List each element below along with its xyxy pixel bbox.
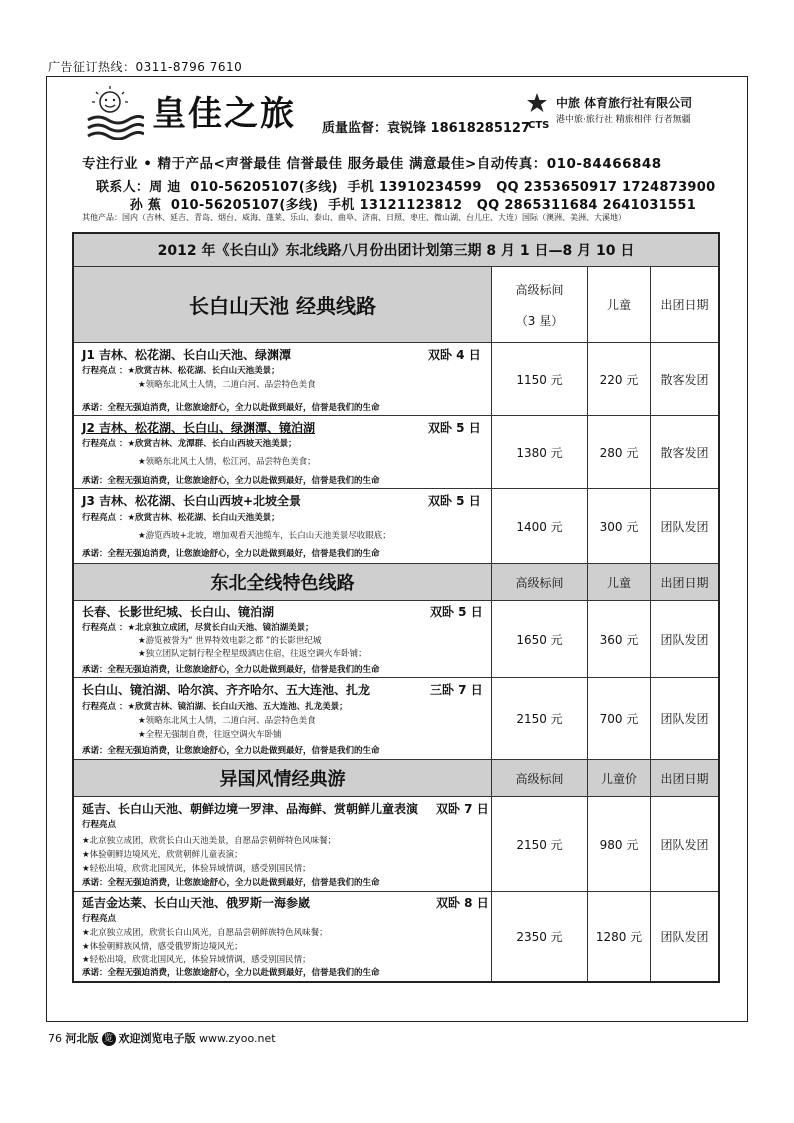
route-duration: 双卧 5 日 — [428, 421, 481, 435]
column-header-note: （3 星） — [515, 313, 564, 328]
route-highlight: 行程亮点 — [82, 914, 117, 924]
route-duration: 双卧 4 日 — [428, 348, 481, 362]
route-promise: 承诺：全程无强迫消费，让您旅途舒心，全力以赴做到最好，信誉是我们的生命 — [82, 549, 380, 559]
route-duration: 双卧 5 日 — [428, 494, 481, 508]
column-header-date: 出团日期 — [651, 760, 718, 796]
price-child: 1280 元 — [595, 930, 643, 944]
route-highlight: ★轻松出境，欣赏北国风光，体验异域情调，感受别国民情； — [82, 864, 311, 874]
other-products: 其他产品：国内（吉林、延吉、青岛、烟台、威海、蓬莱、乐山、泰山、曲阜、济南、日照、枣庄、微山湖、台儿庄、大连）国际（澳洲、美洲、大溪地） — [82, 213, 626, 222]
route-highlight: ★领略东北风土人情，二道白河、品尝特色美食 — [138, 380, 316, 390]
column-header-child: 儿童价 — [588, 760, 650, 796]
price-child: 280 元 — [599, 445, 639, 460]
column-header-standard-room: 高级标间 — [492, 760, 587, 796]
table-title: 2012 年《长白山》东北线路八月份出团计划第三期 8 月 1 日—8 月 10 日 — [157, 243, 635, 259]
departure-type: 散客发团 — [660, 445, 709, 460]
price-child: 700 元 — [599, 712, 639, 726]
route-highlight: 行程亮点 — [82, 820, 117, 830]
departure-type: 团队发团 — [660, 930, 709, 944]
price-standard: 1150 元 — [516, 372, 563, 387]
route-highlight: ★领略东北风土人情，二道白河、品尝特色美食 — [138, 716, 316, 726]
route-highlight: ★游览被誉为“ 世界特效电影之都 ”的长影世纪城 — [138, 636, 322, 646]
price-standard: 2150 元 — [516, 712, 563, 726]
route-highlight: ★游览西坡+北坡，增加观看天池缆车，长白山天池美景尽收眼底； — [138, 531, 391, 541]
price-child: 360 元 — [599, 632, 639, 647]
column-divider — [587, 266, 588, 981]
route-highlight: ★北京独立成团，欣赏长白山天池美景，自愿品尝朝鲜特色风味餐； — [82, 836, 337, 846]
route-promise: 承诺：全程无强迫消费，让您旅途舒心，全力以赴做到最好，信誉是我们的生命 — [82, 403, 380, 413]
route-title: J1 吉林、松花湖、长白山天池、绿渊潭 — [82, 348, 291, 362]
route-title: J3 吉林、松花湖、长白山西坡+北坡全景 — [82, 494, 302, 508]
footer-text: 欢迎浏览电子版 — [118, 1032, 196, 1045]
column-divider — [650, 266, 651, 981]
page-number: 76 — [48, 1032, 62, 1045]
route-highlight: ★体验朝鲜族风情，感受俄罗斯边境风光； — [82, 942, 243, 952]
route-promise: 承诺：全程无强迫消费，让您旅途舒心，全力以赴做到最好，信誉是我们的生命 — [82, 665, 380, 675]
route-highlight: ★体验朝鲜边境风光，欣赏朝鲜儿童表演； — [82, 850, 243, 860]
route-highlight: ★领略东北风土人情，松江河，品尝特色美食； — [138, 457, 316, 467]
price-standard: 2350 元 — [516, 930, 563, 944]
route-highlight: 行程亮点 ：★欣赏吉林、龙潭群、长白山西坡天池美景； — [82, 439, 297, 449]
edition-label: 河北版 — [65, 1032, 99, 1045]
route-title: 延吉金达莱、长白山天池、俄罗斯一海参崴 — [82, 896, 311, 910]
route-highlight: 行程亮点 ：★欣赏吉林、镜泊湖、长白山天池、五大连池、扎龙美景； — [82, 702, 348, 712]
price-child: 300 元 — [599, 519, 639, 534]
price-standard: 2150 元 — [516, 837, 563, 852]
departure-type: 散客发团 — [660, 372, 709, 387]
column-header-child: 儿童 — [588, 564, 650, 600]
brand-name: 皇佳之旅 — [152, 94, 296, 134]
column-header-standard-room: 高级标间 — [492, 564, 587, 600]
footer-url[interactable]: www.zyoo.net — [199, 1032, 276, 1045]
cts-label: CTS — [528, 120, 550, 131]
ad-hotline: 广告征订热线：0311-8796 7610 — [48, 60, 243, 74]
route-highlight: 行程亮点 ：★北京独立成团，尽赏长白山天池、镜泊湖美景； — [82, 623, 314, 633]
section-title-changbaishan: 长白山天池 经典线路 — [74, 267, 491, 342]
route-highlight: 行程亮点 ：★欣赏吉林、松花湖、长白山天池美景； — [82, 513, 280, 523]
quality-supervision: 质量监督：袁锐锋 18618285127 — [322, 121, 531, 136]
browse-badge-icon: 览 — [102, 1032, 116, 1046]
route-title: 长春、长影世纪城、长白山、镜泊湖 — [82, 605, 275, 619]
route-promise: 承诺：全程无强迫消费，让您旅途舒心，全力以赴做到最好，信誉是我们的生命 — [82, 968, 380, 978]
section-title-northeast: 东北全线特色线路 — [74, 564, 491, 600]
route-duration: 三卧 7 日 — [430, 683, 483, 697]
price-standard: 1380 元 — [516, 445, 563, 460]
departure-type: 团队发团 — [660, 519, 709, 534]
price-child: 980 元 — [599, 837, 639, 852]
route-highlight: ★轻松出境，欣赏北国风光，体验异域情调，感受别国民情； — [82, 955, 311, 965]
route-promise: 承诺：全程无强迫消费，让您旅途舒心，全力以赴做到最好，信誉是我们的生命 — [82, 746, 380, 756]
route-duration: 双卧 5 日 — [430, 605, 483, 619]
price-standard: 1650 元 — [516, 632, 563, 647]
column-divider — [491, 266, 492, 981]
column-header-label: 高级标间 — [515, 282, 564, 297]
price-standard: 1400 元 — [516, 519, 563, 534]
column-header-standard-room — [492, 267, 587, 342]
section-title-foreign: 异国风情经典游 — [74, 760, 491, 796]
route-highlight: ★北京独立成团，欣赏长白山风光，自愿品尝朝鲜族特色风味餐； — [82, 928, 328, 938]
agency-name: 中旅 体育旅行社有限公司 — [556, 96, 693, 110]
page-footer — [48, 1030, 276, 1046]
route-title: 长白山、镜泊湖、哈尔滨、齐齐哈尔、五大连池、扎龙 — [82, 683, 371, 697]
route-duration: 双卧 8 日 — [436, 896, 489, 910]
sun-wave-logo-icon — [86, 84, 144, 140]
column-header-date: 出团日期 — [651, 564, 718, 600]
route-duration: 双卧 7 日 — [436, 802, 489, 816]
cts-star-logo-icon — [526, 92, 548, 114]
departure-type: 团队发团 — [660, 712, 709, 726]
route-highlight: 行程亮点 ：★欣赏吉林、松花湖、长白山天池美景； — [82, 366, 280, 376]
price-child: 220 元 — [599, 372, 639, 387]
route-promise: 承诺：全程无强迫消费，让您旅途舒心，全力以赴做到最好，信誉是我们的生命 — [82, 476, 380, 486]
agency-subname: 港中旅·旅行社 精旅相伴 行者無疆 — [556, 115, 691, 125]
departure-type: 团队发团 — [660, 837, 709, 852]
route-highlight: ★全程无强制自费，往返空调火车卧铺 — [138, 730, 282, 740]
route-highlight: ★独立团队定制行程全程星级酒店住宿，往返空调火车卧铺； — [138, 649, 367, 659]
column-header-date: 出团日期 — [660, 298, 709, 312]
contact-line-1: 联系人：周 迪 010-56205107(多线) 手机 13910234599 QQ 2353650917 1724873900 — [96, 180, 716, 195]
departure-type: 团队发团 — [660, 632, 709, 647]
route-promise: 承诺：全程无强迫消费，让您旅途舒心，全力以赴做到最好，信誉是我们的生命 — [82, 878, 380, 888]
route-title: J2 吉林、松花湖、长白山、绿渊潭、镜泊湖 — [82, 421, 315, 435]
column-header-child: 儿童 — [606, 298, 631, 312]
route-title: 延吉、长白山天池、朝鲜边境一罗津、品海鲜、赏朝鲜儿童表演 — [82, 802, 419, 816]
slogan-line: 专注行业 • 精于产品<声誉最佳 信誉最佳 服务最佳 满意最佳>自动传真：010-84466848 — [82, 156, 662, 172]
contact-line-2: 孙 蕉 010-56205107(多线) 手机 13121123812 QQ 2865311684 2641031551 — [96, 198, 697, 213]
